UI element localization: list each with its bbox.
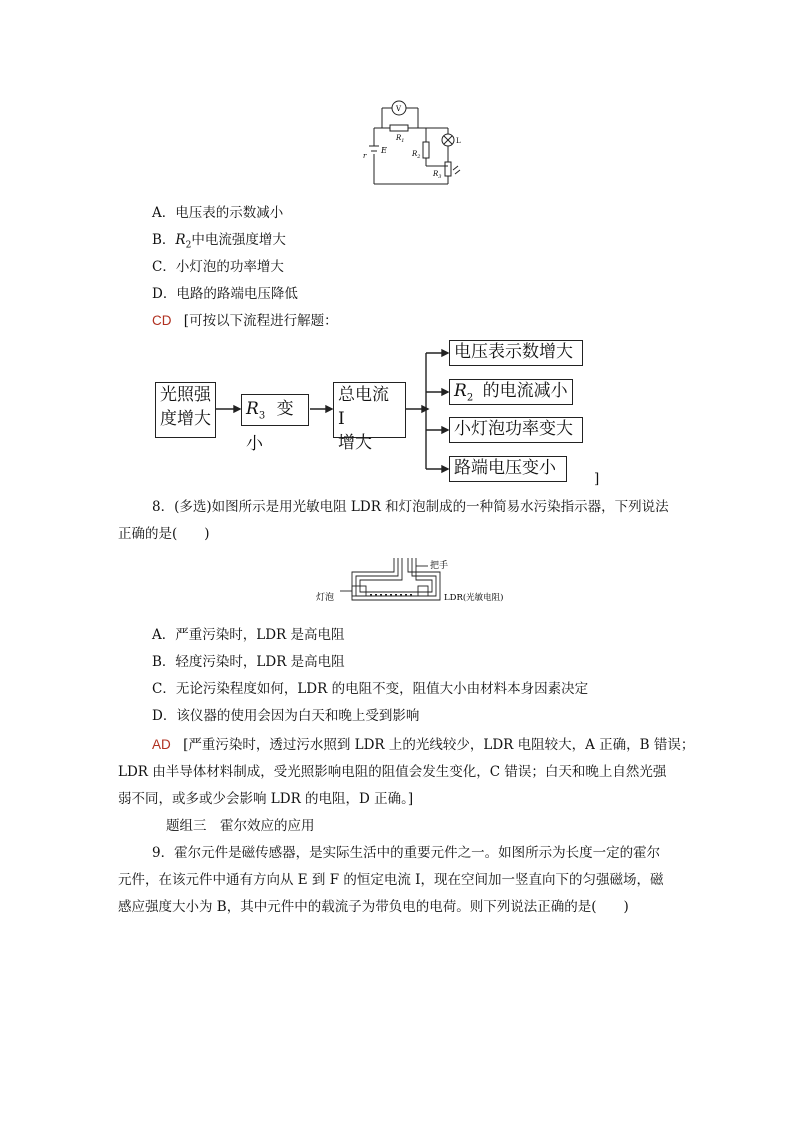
q8-answer: AD	[152, 737, 171, 752]
pollution-indicator-diagram	[312, 556, 542, 614]
q9-line-1: 9．霍尔元件是磁传感器，是实际生活中的重要元件之一。如图所示为长度一定的霍尔	[152, 845, 661, 861]
ldr-label: LDR(光敏电阻)	[444, 593, 504, 603]
q7-option-a: A．电压表的示数减小	[152, 205, 284, 221]
voltmeter-label: V	[396, 105, 402, 113]
q7-close-bracket: ]	[594, 471, 600, 487]
q9-line-3: 感应强度大小为 B，其中元件中的载流子为带负电的电荷。则下列说法正确的是( )	[118, 899, 629, 915]
section-title-group3: 题组三 霍尔效应的应用	[166, 818, 315, 834]
q7-option-c: C．小灯泡的功率增大	[152, 259, 284, 275]
r1-label: R	[396, 134, 402, 142]
q8-stem-1: 8．(多选)如图所示是用光敏电阻 LDR 和灯泡制成的一种简易水污染指示器，下列说法	[152, 499, 669, 515]
svg-text:R1: $R_1$	[396, 134, 405, 144]
bulb-label: 灯泡	[316, 593, 335, 603]
q8-explain-3: 弱不同，或多或少会影响 LDR 的电阻，D 正确。]	[118, 791, 414, 807]
q7-answer: CD	[152, 313, 172, 328]
handle-label: 把手	[430, 561, 449, 571]
q9-line-2: 元件，在该元件中通有方向从 E 到 F 的恒定电流 I，现在空间加一竖直向下的匀强磁场，磁	[118, 872, 664, 888]
q8-option-b: B．轻度污染时，LDR 是高电阻	[152, 654, 345, 670]
flow-out-r2: $R_2$ 的电流减小	[449, 379, 573, 405]
q7-option-d: D．电路的路端电压降低	[152, 286, 298, 302]
q8-stem-2: 正确的是( )	[118, 526, 210, 542]
flow-start-box: 光照强 度增大	[155, 382, 216, 438]
flow-current-box: 总电流 I 增大	[333, 382, 406, 438]
circuit-diagram	[360, 96, 470, 188]
lamp-label: L	[456, 137, 461, 145]
flow-out-terminal: 路端电压变小	[449, 456, 567, 482]
q8-option-c: C．无论污染程度如何，LDR 的电阻不变，阻值大小由材料本身因素决定	[152, 681, 589, 697]
r3-label: R	[433, 170, 439, 178]
flow-r3-box: $R_3$ 变小	[241, 394, 309, 426]
q7-option-b: B．$R_2$中电流强度增大	[152, 232, 286, 251]
r2-label: R	[412, 150, 418, 158]
q8-explain-1: AD [严重污染时，透过污水照到 LDR 上的光线较少，LDR 电阻较大，A 正确，B 错误；	[152, 737, 695, 753]
flow-out-lamp: 小灯泡功率变大	[449, 417, 583, 443]
emf-label: E	[381, 146, 387, 155]
internal-resistance-label: r	[363, 152, 367, 160]
q8-explain-2: LDR 由半导体材料制成，受光照影响电阻的阻值会发生变化，C 错误；白天和晚上自然光强	[118, 764, 667, 780]
q7-answer-line: CD [可按以下流程进行解题：	[152, 313, 338, 329]
svg-text:R3: $R_3$	[433, 170, 442, 180]
svg-text:R2: $R_2$	[412, 150, 421, 160]
q8-option-a: A．严重污染时，LDR 是高电阻	[152, 627, 345, 643]
q8-option-d: D．该仪器的使用会因为白天和晚上受到影响	[152, 708, 420, 724]
flow-out-voltmeter: 电压表示数增大	[449, 340, 583, 366]
